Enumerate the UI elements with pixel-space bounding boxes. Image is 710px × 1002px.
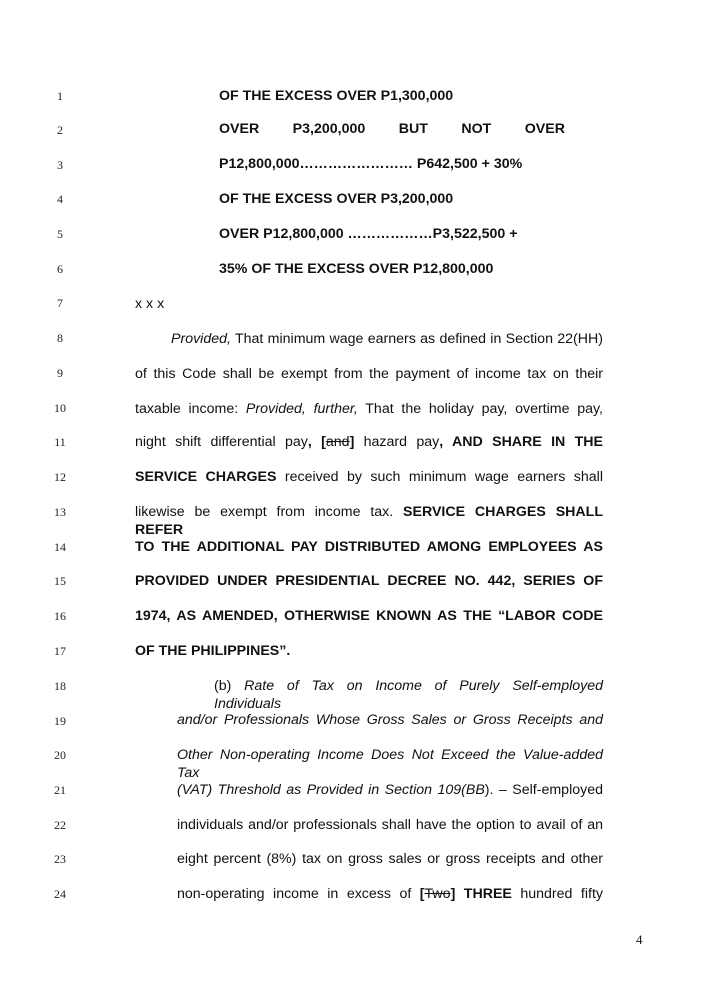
line-number: 5 — [57, 227, 63, 241]
line-number: 22 — [54, 818, 66, 832]
bold-text: , [ — [307, 434, 326, 450]
bold-text: SERVICE CHARGES — [135, 469, 277, 485]
line-number: 1 — [57, 89, 63, 103]
text-span: ). – Self-employed — [484, 782, 603, 798]
line-number: 10 — [54, 401, 66, 415]
text-line-4: OF THE EXCESS OVER P3,200,000 — [219, 191, 454, 207]
line-number: 8 — [57, 331, 63, 345]
text-line-8 — [171, 330, 603, 348]
text-line-10 — [135, 400, 603, 418]
bold-text: ] — [349, 434, 355, 450]
text-line-13 — [135, 503, 603, 539]
text-line-19: and/or Professionals Whose Gross Sales or Gross Receipts and — [177, 712, 603, 728]
text-line-2 — [219, 120, 565, 138]
text-line-18 — [214, 677, 603, 713]
bold-text: , AND SHARE IN THE — [439, 434, 604, 450]
text-line-5: OVER P12,800,000 ………………P3,522,500 + — [219, 226, 518, 242]
line-number: 3 — [57, 158, 63, 172]
word: OVER — [524, 121, 565, 137]
deleted-text: and — [325, 434, 350, 450]
line-number: 15 — [54, 574, 66, 588]
page-number: 4 — [636, 932, 643, 947]
bold-text: ] THREE — [450, 886, 512, 902]
italic-text: Provided, further, — [245, 401, 358, 417]
text-line-15: PROVIDED UNDER PRESIDENTIAL DECREE NO. 442, SERIES OF — [135, 573, 603, 589]
line-number: 9 — [57, 366, 63, 380]
italic-text: Rate of Tax on Income of Purely Self-employed Individuals — [214, 678, 604, 712]
line-number: 20 — [54, 748, 66, 762]
line-number: 23 — [54, 852, 66, 866]
text-line-23: eight percent (8%) tax on gross sales or gross receipts and other — [177, 851, 603, 867]
text-line-21 — [177, 781, 603, 799]
text-span: That the holiday pay, overtime pay, — [357, 401, 603, 417]
deleted-text: Two — [424, 886, 451, 902]
text-line-1: OF THE EXCESS OVER P1,300,000 — [219, 88, 454, 104]
text-line-3: P12,800,000…………………… P642,500 + 30% — [219, 156, 523, 172]
text-line-22: individuals and/or professionals shall have the option to avail of an — [177, 817, 603, 833]
text-line-20: Other Non-operating Income Does Not Exceed the Value-added Tax — [177, 747, 603, 781]
text-line-6: 35% OF THE EXCESS OVER P12,800,000 — [219, 261, 494, 277]
text-span: non-operating income in excess of — [177, 886, 420, 902]
line-number: 16 — [54, 609, 66, 623]
text-span: That minimum wage earners as defined in Section 22(HH) — [230, 331, 603, 347]
line-number: 17 — [54, 644, 66, 658]
line-number: 18 — [54, 679, 66, 693]
text-line-16: 1974, AS AMENDED, OTHERWISE KNOWN AS THE “LABOR CODE — [135, 608, 603, 624]
text-line-17: OF THE PHILIPPINES”. — [135, 643, 291, 659]
line-number: 7 — [57, 296, 63, 310]
text-span: hazard pay — [354, 434, 440, 450]
text-span: hundred fifty — [511, 886, 604, 902]
text-span: received by such minimum wage earners shall — [276, 469, 603, 485]
line-number: 6 — [57, 262, 63, 276]
word: P3,200,000 — [292, 121, 366, 137]
bold-text: SERVICE CHARGES SHALL REFER — [135, 504, 603, 538]
text-line-24 — [177, 885, 603, 903]
line-number: 14 — [54, 540, 66, 554]
text-line-14: TO THE ADDITIONAL PAY DISTRIBUTED AMONG EMPLOYEES AS — [135, 539, 603, 555]
word: NOT — [461, 121, 492, 137]
text-line-11 — [135, 433, 603, 451]
bold-text: [ — [419, 886, 425, 902]
text-span: night shift differential pay — [135, 434, 308, 450]
line-number: 2 — [57, 123, 63, 137]
italic-text: (VAT) Threshold as Provided in Section 109(BB — [177, 782, 485, 798]
line-number: 19 — [54, 714, 66, 728]
text-line-7: x x x — [135, 296, 165, 312]
line-number: 13 — [54, 505, 66, 519]
italic-text: Provided, — [171, 331, 231, 347]
text-span: (b) — [214, 678, 245, 694]
line-number: 12 — [54, 470, 66, 484]
text-line-9: of this Code shall be exempt from the payment of income tax on their — [135, 366, 603, 382]
line-number: 4 — [57, 192, 63, 206]
text-line-12 — [135, 468, 603, 486]
word: OVER — [219, 121, 260, 137]
line-number: 11 — [54, 435, 66, 449]
text-span: taxable income: — [135, 401, 246, 417]
word: BUT — [398, 121, 428, 137]
text-span: likewise be exempt from income tax. — [135, 504, 404, 520]
line-number: 24 — [54, 887, 66, 901]
line-number: 21 — [54, 783, 66, 797]
